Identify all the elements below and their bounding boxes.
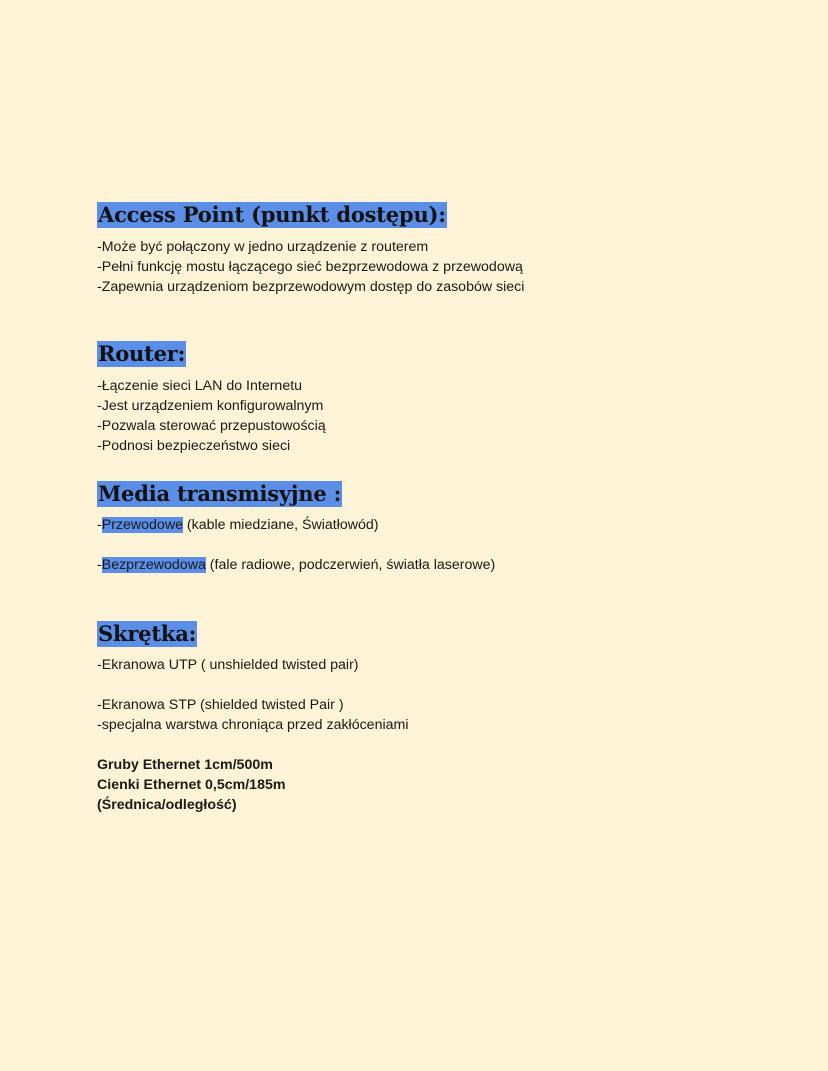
list-item: -Ekranowa STP (shielded twisted Pair ) [97, 697, 344, 713]
list-item: -Pozwala sterować przepustowością [97, 418, 326, 434]
spacer [97, 675, 777, 695]
bold-line-thin-ethernet: Cienki Ethernet 0,5cm/185m [97, 777, 286, 793]
list-item: -Może być połączony w jedno urządzenie z routerem [97, 239, 429, 255]
list-item: -Podnosi bezpieczeństwo sieci [97, 438, 291, 454]
section-media [97, 481, 777, 575]
highlighted-term-wired: Przewodowe [101, 517, 183, 533]
router-lines [97, 376, 777, 456]
heading-skretka: Skrętka: [98, 621, 197, 646]
bold-line-legend: (Średnica/odległość) [97, 797, 237, 813]
term-description: (kable miedziane, Światłowód) [182, 517, 379, 533]
highlighted-term-wireless: Bezprzewodowa [101, 557, 206, 573]
term-description: (fale radiowe, podczerwień, światła laserowe) [205, 557, 496, 573]
section-router [97, 341, 777, 456]
list-item-wired [97, 515, 777, 535]
heading-router: Router: [98, 341, 186, 366]
list-item: -Zapewnia urządzeniom bezprzewodowym dostęp do zasobów sieci [97, 279, 525, 295]
heading-access-point: Access Point (punkt dostępu): [98, 202, 446, 227]
spacer [97, 535, 777, 555]
list-item: -specjalna warstwa chroniąca przed zakłóceniami [97, 717, 409, 733]
access-point-lines [97, 237, 777, 297]
section-access-point [97, 202, 777, 297]
list-item: -Ekranowa UTP ( unshielded twisted pair) [97, 657, 359, 673]
dash: - [97, 557, 102, 573]
list-item: -Łączenie sieci LAN do Internetu [97, 378, 303, 394]
heading-media: Media transmisyjne : [98, 481, 342, 506]
spacer [97, 735, 777, 755]
media-lines [97, 515, 777, 575]
list-item-wireless [97, 555, 777, 575]
dash: - [97, 517, 102, 533]
bold-line-thick-ethernet: Gruby Ethernet 1cm/500m [97, 757, 273, 773]
list-item: -Jest urządzeniem konfigurowalnym [97, 398, 324, 414]
skretka-lines [97, 655, 777, 815]
section-skretka [97, 621, 777, 815]
list-item: -Pełni funkcję mostu łączącego sieć bezprzewodowa z przewodową [97, 259, 523, 275]
